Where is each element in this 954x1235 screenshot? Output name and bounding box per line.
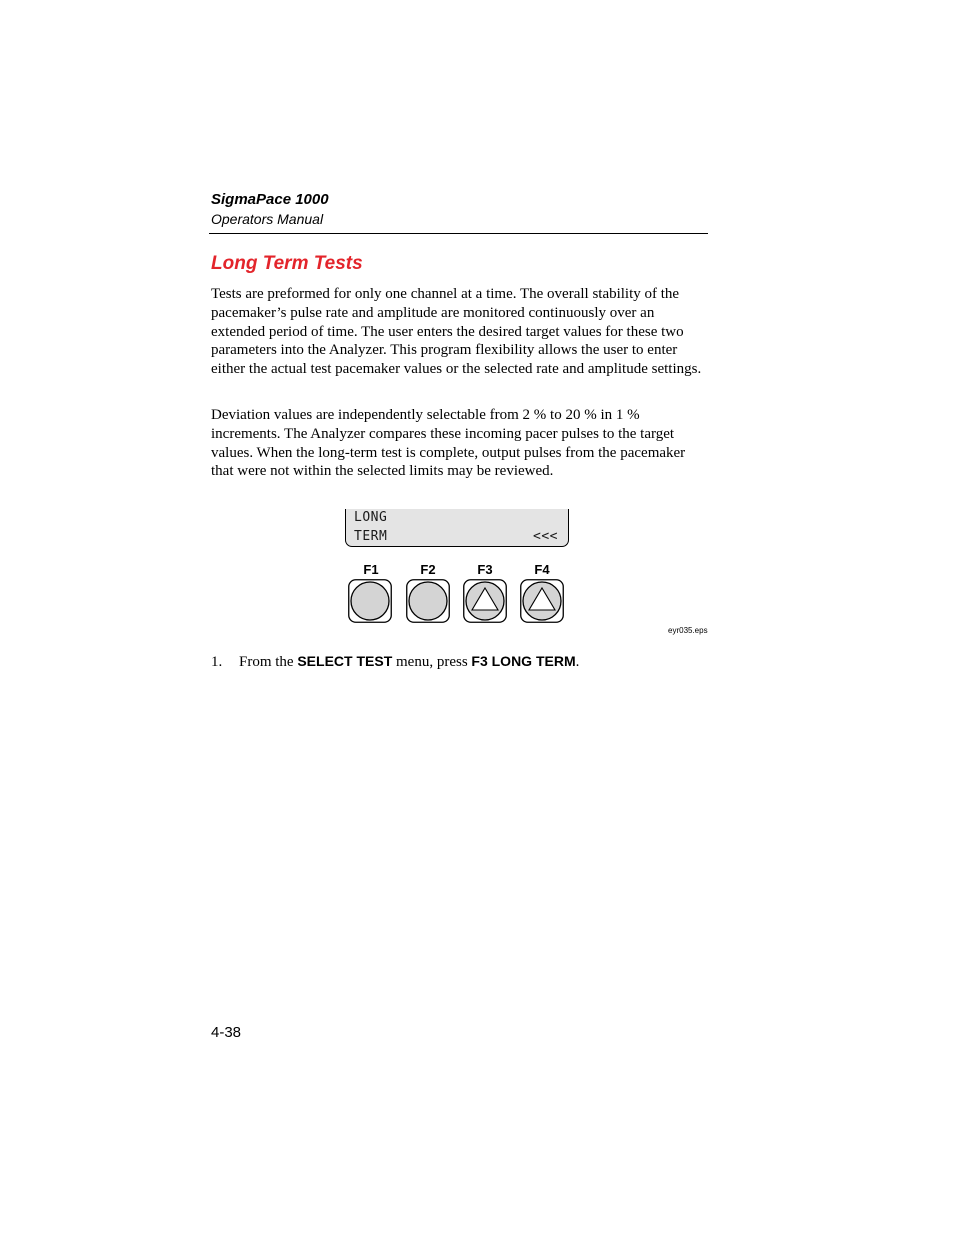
f2-key-label: F2	[420, 562, 436, 577]
step-1	[211, 653, 579, 671]
step-keyword-key: F3 LONG TERM	[471, 653, 576, 669]
lcd-display	[345, 509, 569, 547]
up-triangle-icon	[463, 579, 507, 623]
round-button-icon	[348, 579, 392, 623]
f1-button[interactable]	[348, 579, 392, 623]
step-number: 1.	[211, 654, 223, 670]
f2-button[interactable]	[406, 579, 450, 623]
body-paragraph-2: Deviation values are independently selectable from 2 % to 20 % in 1 % increments. The Analyzer compares these incoming pacer pulses to the target values. When the long-term test is complete, output pulses from the pacemaker that were not within the selected limits may be reviewed.	[211, 407, 686, 480]
section-title: Long Term Tests	[211, 253, 363, 274]
f4-button[interactable]	[520, 579, 564, 623]
lcd-arrows: <<<	[533, 529, 558, 544]
f3-button[interactable]	[463, 579, 507, 623]
lcd-line-2: TERM	[354, 529, 388, 544]
header-manual-name: Operators Manual	[211, 211, 324, 227]
step-text-before: From the	[239, 654, 298, 670]
figure-caption: eyr035.eps	[668, 626, 708, 635]
f3-key-label: F3	[477, 562, 493, 577]
lcd-line-1: LONG	[354, 510, 388, 525]
f1-key-label: F1	[363, 562, 379, 577]
body-paragraph-1: Tests are preformed for only one channel at a time. The overall stability of the pacemaker’s pulse rate and amplitude are monitored continuously over an extended period of time. The user enters the desired target values for these two parameters into the Analyzer. This program flexibility allows the user to enter either the actual test pacemaker values or the selected rate and amplitude settings.	[211, 286, 702, 378]
page-number: 4-38	[211, 1024, 242, 1041]
header-product-name: SigmaPace 1000	[211, 191, 329, 208]
f4-key-label: F4	[534, 562, 550, 577]
step-text-after: .	[575, 654, 580, 670]
step-text-middle: menu, press	[392, 654, 472, 670]
step-keyword-menu: SELECT TEST	[297, 653, 393, 669]
up-triangle-icon	[520, 579, 564, 623]
header-divider	[209, 233, 708, 234]
round-button-icon	[406, 579, 450, 623]
